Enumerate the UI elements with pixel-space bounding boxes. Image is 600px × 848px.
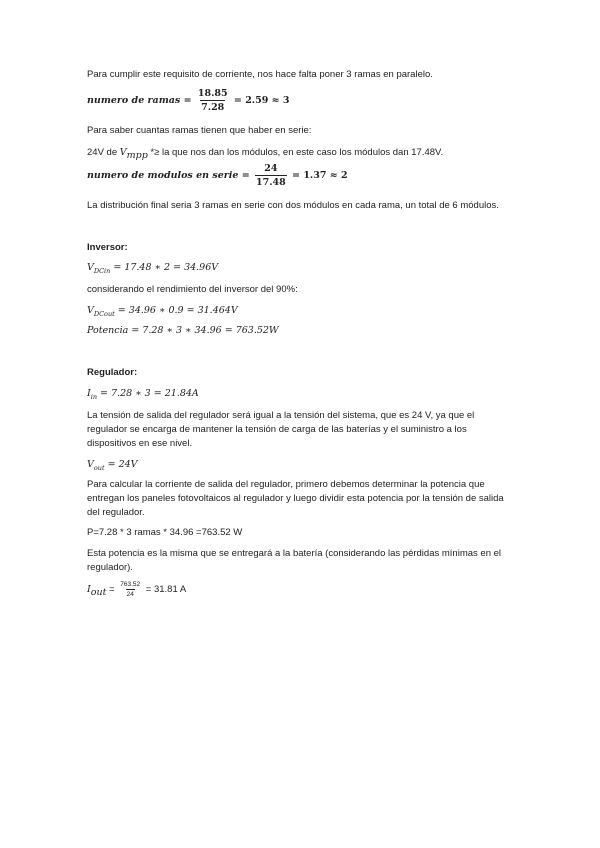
equation-potencia: Potencia = 7.28 ∗ 3 ∗ 34.96 = 763.52W — [87, 325, 279, 336]
variable: V — [87, 262, 94, 273]
equation-iin — [87, 388, 199, 401]
fraction-numerator: 24 — [264, 163, 278, 174]
equation-vdcin — [87, 262, 218, 275]
equation-modulos-serie — [87, 163, 348, 188]
fraction-denominator: 24 — [126, 591, 134, 598]
equals-sign: = — [106, 584, 118, 596]
fraction — [197, 88, 229, 113]
variable: I — [87, 388, 91, 399]
fraction-denominator: 7.28 — [201, 102, 225, 113]
paragraph: Para calcular la corriente de salida del regulador, primero debemos determinar la potencia que entregan los paneles fotovoltaicos al regulador y luego dividir esta potencia por la tensión de salida del regulador. — [87, 479, 504, 518]
variable: I — [87, 584, 91, 596]
text-line: Para saber cuantas ramas tienen que haber en serie: — [87, 125, 312, 136]
text-line: P=7.28 * 3 ramas * 34.96 =763.52 W — [87, 527, 243, 538]
variable-subscript: DCout — [93, 309, 115, 318]
fraction-numerator: 763.52 — [120, 581, 141, 588]
text-line: Para cumplir este requisito de corriente, nos hace falta poner 3 ramas en paralelo. — [87, 69, 433, 80]
equation-rest: = 31.81 A — [143, 584, 187, 596]
variable: V — [119, 147, 127, 158]
equation-vout — [87, 459, 138, 472]
fraction — [119, 581, 141, 598]
equation-rest: = 34.96 ∗ 0.9 = 31.464V — [114, 305, 238, 316]
paragraph: La tensión de salida del regulador será igual a la tensión del sistema, que es 24 V, ya que el regulador se encarga de mantener la tensión de carga de las baterías y el suministro a los dispositivos en ese nivel. — [87, 410, 475, 449]
equation-rest: = 7.28 ∗ 3 = 21.84A — [97, 388, 199, 399]
fraction-numerator: 18.85 — [197, 88, 228, 99]
text-fragment: 24V de — [87, 147, 120, 158]
equation-iout — [87, 581, 186, 598]
equation-rhs: = 2.59 ≈ 3 — [233, 95, 290, 106]
equation-lhs: numero de modulos en serie = — [87, 170, 250, 181]
variable-subscript: in — [90, 392, 98, 401]
variable: V — [87, 459, 94, 470]
text-line: La distribución final seria 3 ramas en serie con dos módulos en cada rama, un total de 6 módulos. — [87, 200, 499, 211]
text-fragment: *≥ la que nos dan los módulos, en este caso los módulos dan 17.48V. — [147, 147, 444, 158]
equation-rest: = 24V — [104, 459, 138, 470]
text-line-vmpp — [87, 147, 443, 161]
variable-subscript: DCin — [93, 266, 111, 275]
variable-subscript: out — [90, 586, 107, 598]
equation-numero-ramas — [87, 88, 290, 113]
equation-vdcout — [87, 305, 238, 318]
section-heading-inversor: Inversor: — [87, 242, 128, 253]
equation-rest: = 17.48 ∗ 2 = 34.96V — [110, 262, 219, 273]
equation-rhs: = 1.37 ≈ 2 — [292, 170, 348, 181]
paragraph: Esta potencia es la misma que se entregará a la batería (considerando las pérdidas mínimas en el regulador). — [87, 548, 502, 573]
equation-lhs: numero de ramas = — [87, 95, 192, 106]
text-line: considerando el rendimiento del inversor del 90%: — [87, 284, 298, 295]
fraction — [255, 163, 287, 188]
variable-subscript: mpp — [126, 149, 148, 161]
section-heading-regulador: Regulador: — [87, 367, 138, 378]
variable-subscript: out — [93, 463, 105, 472]
variable: V — [87, 305, 94, 316]
fraction-denominator: 17.48 — [255, 177, 286, 188]
